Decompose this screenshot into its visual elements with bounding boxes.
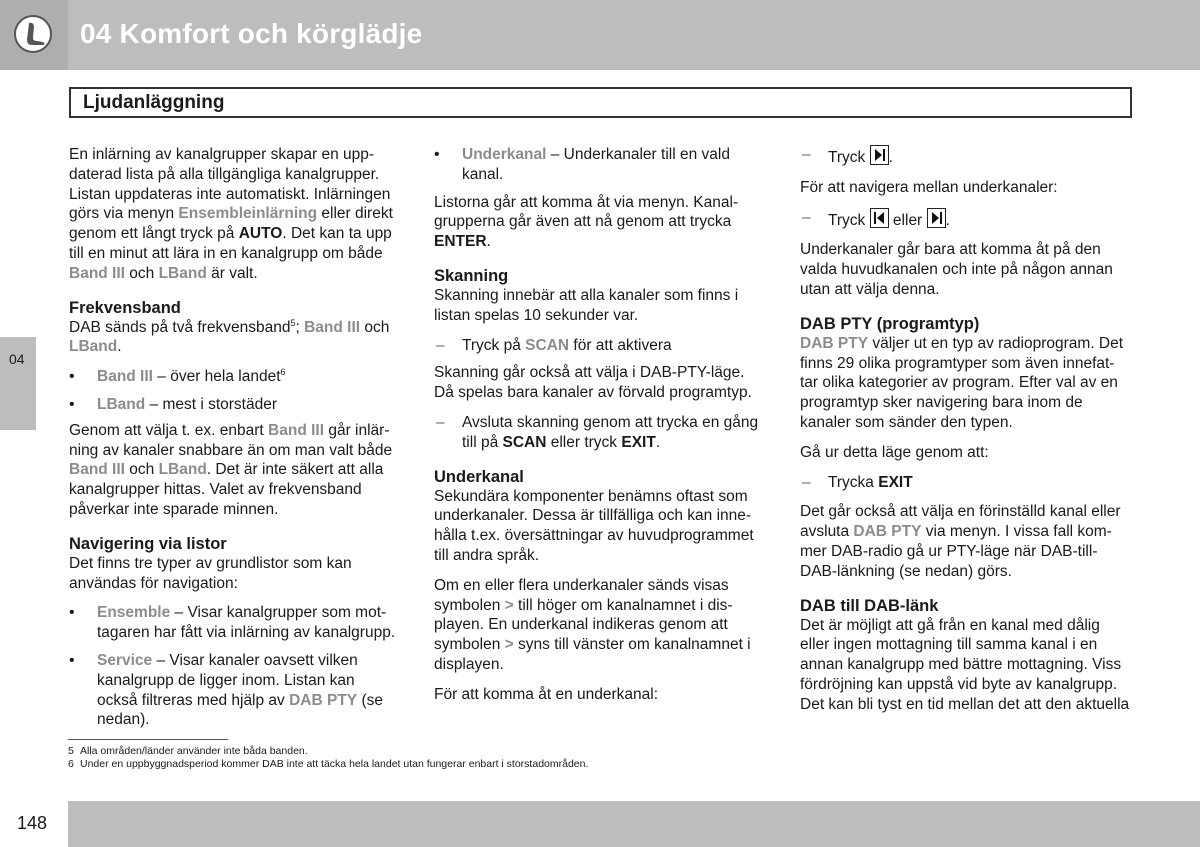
chapter-title: 04 Komfort och körglädje [80,18,423,49]
footnote-6: 6 Under en uppbyggnadsperiod kommer DAB inte att täcka hela landet utan fungerar enbart i storstadområden. [68,758,589,770]
skip-forward-icon [870,145,889,165]
for-paragraph: För att komma åt en underkanal: [434,685,659,703]
header-icon-box [0,0,68,70]
page-number: 148 [17,813,48,833]
heading-dab-lank: DAB till DAB-länk [800,596,939,615]
footnote-5: 5 Alla områden/länder använder inte båda banden. [68,745,308,757]
om-paragraph: Om en eller flera underkanaler sänds visas symbolen > till höger om kanalnamnet i dis- playen. En underkanal indikeras genom att symbolen > syns till vänster om kanalnamnet i displayen. [434,576,751,673]
intro-paragraph: En inlärning av kanalgrupper skapar en upp- daterad lista på alla tillgängliga kanalgrupper. Listan uppdateras inte automatiskt. Inlärningen görs via menyn Ensembleinlärning eller direkt genom ett långt tryck på AUTO. Det kan ta upp till en minut att lära in en kanalgrupp om både Band III och LBand är valt. [69,146,393,282]
bullet-ensemble: • Ensemble – Visar kanalgrupper som mot- tagaren har fått via inlärning av kanalgrupp. [69,604,396,642]
navigering-paragraph: Det finns tre typer av grundlistor som kan användas för navigation: [69,554,352,592]
heading-skanning: Skanning [434,266,509,285]
side-chapter-tab [0,337,36,430]
heading-dab-pty: DAB PTY (programtyp) [800,314,980,333]
seat-icon [13,14,53,54]
side-tab-label: 04 [9,351,25,367]
heading-navigering: Navigering via listor [69,534,227,553]
ga-paragraph: Gå ur detta läge genom att: [800,443,989,461]
dash-tryck-next: – Tryck . [802,146,893,166]
bara-paragraph: Underkanaler går bara att komma åt på den valda huvudkanalen och inte på någon annan utan att välja denna. [800,241,1113,298]
footnote-divider [68,739,228,740]
heading-frekvensband: Frekvensband [69,298,181,317]
dash-scan: – Tryck på SCAN för att aktivera [436,336,672,354]
dablank-paragraph: Det är möjligt att gå från en kanal med dålig eller ingen mottagning till samma kanal i en annan kanalgrupp med bättre mottagning. Viss fördröjning kan uppstå vid byte av kanalgrupp. Det kan bli tyst en tid mellan det att den aktuella [800,616,1130,713]
frekvens-paragraph: DAB sänds på två frekvensband$^5$; Band III och LBand. [69,317,390,356]
bullet-lband: • LBand – mest i storstäder [69,395,278,413]
navigera-paragraph: För att navigera mellan underkanaler: [800,178,1058,196]
column-1 [69,145,409,738]
dabpty-paragraph: DAB PTY väljer ut en typ av radioprogram. Det finns 29 olika programtyper som även innefat- tar olika kategorier av program. Efter val av en programtyp sker navigering bara inom de kanaler som sänder den typen. [800,334,1124,431]
sekundara-paragraph: Sekundära komponenter benämns oftast som underkanaler. Dessa är tillfälliga och kan inne- hålla t.ex. översättningar av huvudprogrammet till andra språk. [434,487,754,564]
footnotes [68,745,588,771]
skip-back-icon [870,208,889,228]
footer-bar [0,801,1200,847]
listor-paragraph: Listorna går att komma åt via menyn. Kanal- grupperna går även att nå genom att trycka ENTER. [434,193,739,251]
genom-paragraph: Genom att välja t. ex. enbart Band III går inlär- ning av kanaler snabbare än om man valt både Band III och LBand. Det är inte säkert att alla kanalgrupper hittas. Valet av frekvensband påverkar inte sparade minnen. [69,421,393,518]
column-2 [434,145,779,715]
dash-avsluta: – Avsluta skanning genom att trycka en gång till på SCAN eller tryck EXIT. [436,413,759,451]
heading-underkanal: Underkanal [434,467,524,486]
column-3 [800,145,1140,725]
section-title: Ljudanläggning [83,92,225,113]
skanning-paragraph: Skanning innebär att alla kanaler som finns i listan spelas 10 sekunder var. [434,286,739,324]
pty-paragraph: Skanning går också att välja i DAB-PTY-läge. Då spelas bara kanaler av förvald programtyp. [434,364,752,402]
bullet-service: • Service – Visar kanaler oavsett vilken kanalgrupp de ligger inom. Listan kan också filtreras med hjälp av DAB PTY (se nedan). [69,651,383,729]
dash-tryck-prev-next: – Tryck eller . [802,208,950,229]
bullet-underkanal: • Underkanal – Underkanaler till en vald kanal. [434,146,730,183]
section-heading-box [69,87,1132,118]
det-paragraph: Det går också att välja en förinställd kanal eller avsluta DAB PTY via menyn. I vissa fall kom- mer DAB-radio gå ur PTY-läge när DAB-till- DAB-länkning (se nedan) görs. [800,503,1121,580]
dash-exit: – Trycka EXIT [802,473,913,491]
skip-forward-icon [927,208,946,228]
bullet-band3: • Band III – över hela landet$^6$ [69,367,286,386]
